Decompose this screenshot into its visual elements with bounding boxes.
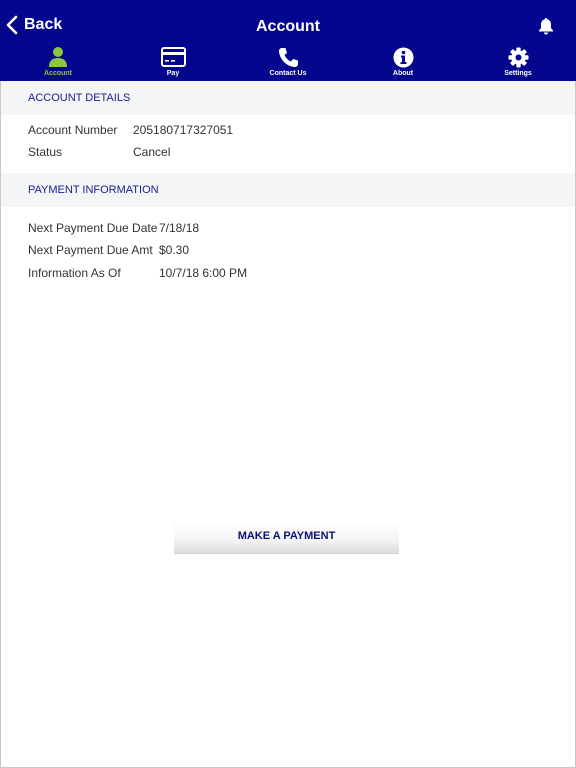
- status-row: [28, 145, 171, 159]
- next-payment-due-amt-value: $0.30: [159, 243, 190, 257]
- top-bar: [0, 0, 576, 46]
- account-details-header: [1, 81, 575, 115]
- information-as-of-value: 10/7/18 6:00 PM: [159, 266, 248, 280]
- next-payment-due-amt-row: [28, 243, 190, 257]
- tab-settings-label: Settings: [504, 70, 532, 77]
- status-value: Cancel: [133, 145, 171, 159]
- person-icon: [48, 46, 68, 68]
- info-icon: [393, 47, 414, 68]
- credit-card-icon: [161, 47, 186, 67]
- app-header: [0, 0, 576, 81]
- back-label: Back: [24, 16, 63, 33]
- tab-about-label: About: [392, 70, 414, 77]
- information-as-of-row: [28, 266, 248, 280]
- next-payment-due-date-label: Next Payment Due Date: [28, 221, 158, 235]
- phone-icon: [278, 47, 299, 68]
- account-number-label: Account Number: [28, 123, 118, 137]
- next-payment-due-amt-label: Next Payment Due Amt: [28, 243, 153, 257]
- tab-pay[interactable]: [133, 46, 213, 81]
- make-payment-button[interactable]: MAKE A PAYMENT: [174, 520, 399, 554]
- tab-pay-label: Pay: [166, 70, 180, 77]
- tab-about[interactable]: [363, 46, 443, 81]
- tab-account-label: Account: [44, 70, 72, 77]
- account-number-value: 205180717327051: [133, 123, 234, 137]
- tab-settings[interactable]: [478, 46, 558, 81]
- tab-contact-us-label: Contact Us: [269, 70, 307, 77]
- information-as-of-label: Information As Of: [28, 266, 121, 280]
- tab-bar: [0, 46, 576, 81]
- bell-icon[interactable]: [538, 17, 554, 35]
- next-payment-due-date-row: [28, 221, 200, 235]
- payment-information-header: [1, 173, 575, 207]
- page-title: Account: [256, 18, 320, 35]
- gear-icon: [508, 47, 529, 68]
- next-payment-due-date-value: 7/18/18: [159, 221, 200, 235]
- tab-account[interactable]: [18, 46, 98, 81]
- account-details-heading: ACCOUNT DETAILS: [28, 92, 131, 104]
- tab-contact-us[interactable]: [248, 46, 328, 81]
- account-number-row: [28, 123, 234, 137]
- status-label: Status: [28, 145, 63, 159]
- payment-information-heading: PAYMENT INFORMATION: [28, 184, 159, 196]
